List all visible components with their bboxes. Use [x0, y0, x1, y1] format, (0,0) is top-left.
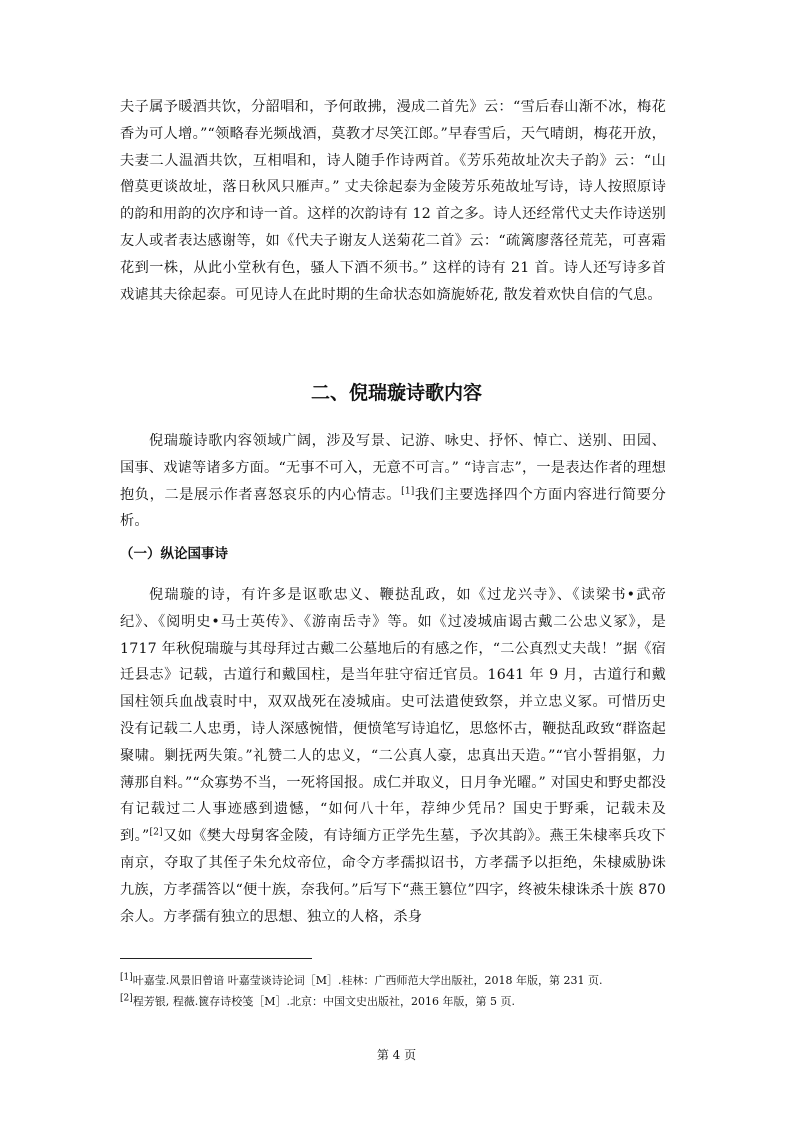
paragraph-section-overview [120, 428, 666, 535]
page-number: 第 4 页 [376, 1048, 417, 1062]
paragraph-text: 又如《樊大母舅客金陵，有诗缅方正学先生墓，予次其韵》。燕王朱棣率兵攻下南京，夺取了其侄子朱允炆帝位，命令方孝孺拟诏书，方孝孺予以拒绝，朱棣威胁诛九族，方孝孺答以“便十族，奈我何。”后写下“燕王篡位”四字，终被朱棣诛杀十族 870 余人。方孝孺有独立的思想、独立的人格，杀身 [120, 828, 666, 925]
footnote-divider [120, 958, 312, 959]
paragraph-text: 倪瑞璇的诗，有许多是讴歌忠义、鞭挞乱政，如《过龙兴寺》、《读梁书•武帝纪》、《阅明史•马士英传》、《游南岳寺》等。如《过凌城庙谒古戴二公忠义冢》，是 1717 年秋倪瑞璇与其母拜过古戴二公墓地后的有感之作，“二公真烈丈夫哉！”据《宿迁县志》记载，古道行和戴国柱，是当年驻守宿迁官员。1641 年 9 月，古道行和戴国柱领兵血战袁时中，双双战死在凌城庙。史可法遣使致祭，并立忠义冢。可惜历史没有记载二人忠勇，诗人深感惋惜，便愤笔写诗追忆，思悠怀古，鞭挞乱政致“群盗起聚啸。剿抚两失策。”礼赞二人的忠义，“二公真人豪，忠真出天造。”“官小誓捐躯，力薄那自料。”“众寡势不当，一死将国报。成仁并取义，日月争光曜。” 对国史和野史都没有记载过二人事迹感到遗憾，“如何八十年，荐绅少凭吊？国史于野乘，记载未及到。” [120, 587, 666, 845]
paragraph-national-affairs [120, 582, 666, 930]
paragraph-text: 我们主要选择四个方面内容进行简要分析。 [120, 486, 666, 530]
footnote-ref-1[interactable]: [1] [401, 485, 415, 496]
footnote-text: 叶嘉莹.风景旧曾谙 叶嘉莹谈诗论词［M］.桂林：广西师范大学出版社，2018 年版，第 231 页. [132, 974, 603, 987]
subsection-heading: （一）纵论国事诗 [120, 546, 228, 562]
footnote-ref-2[interactable]: [2] [149, 827, 163, 838]
section-heading: 二、倪瑞璇诗歌内容 [310, 382, 482, 404]
footnote-2 [120, 994, 680, 1010]
footnote-text: 程芳银, 程薇.篋存诗校笺［M］.北京：中国文史出版社，2016 年版，第 5 页. [132, 995, 515, 1008]
footnote-mark: [2] [120, 993, 133, 1004]
footnote-1 [120, 973, 680, 989]
paragraph-intro-continuation: 夫子属予暖酒共饮，分韶唱和，予何敢拂，漫成二首先》云：“雪后春山渐不冰，梅花香为可人增。”“领略春光频战酒，莫教才尽笑江郎。”早春雪后，天气晴朗，梅花开放，夫妻二人温酒共饮，互相唱和，诗人随手作诗两首。《芳乐苑故址次夫子韵》云：“山僧莫更谈故址，落日秋风只雁声。” 丈夫徐起泰为金陵芳乐苑故址写诗，诗人按照原诗的韵和用韵的次序和诗一首。这样的次韵诗有 12 首之多。诗人还经常代丈夫作诗送别友人或者表达感谢等，如《代夫子谢友人送菊花二首》云：“疏篱廖落径荒芜，可喜霜花到一株，从此小堂秋有色，骚人下酒不须书。” 这样的诗有 21 首。诗人还写诗多首戏谑其夫徐起泰。可见诗人在此时期的生命状态如旖旎娇花, 散发着欢快自信的气息。 [120, 99, 666, 303]
paragraph-text: 倪瑞璇诗歌内容领域广阔，涉及写景、记游、咏史、抒怀、悼亡、送别、田园、国事、戏谑等诸多方面。“无事不可入，无意不可言。” “诗言志”，一是表达作者的理想抱负，二是展示作者喜怒哀乐的内心情志。 [120, 433, 666, 503]
footnote-mark: [1] [120, 972, 133, 983]
